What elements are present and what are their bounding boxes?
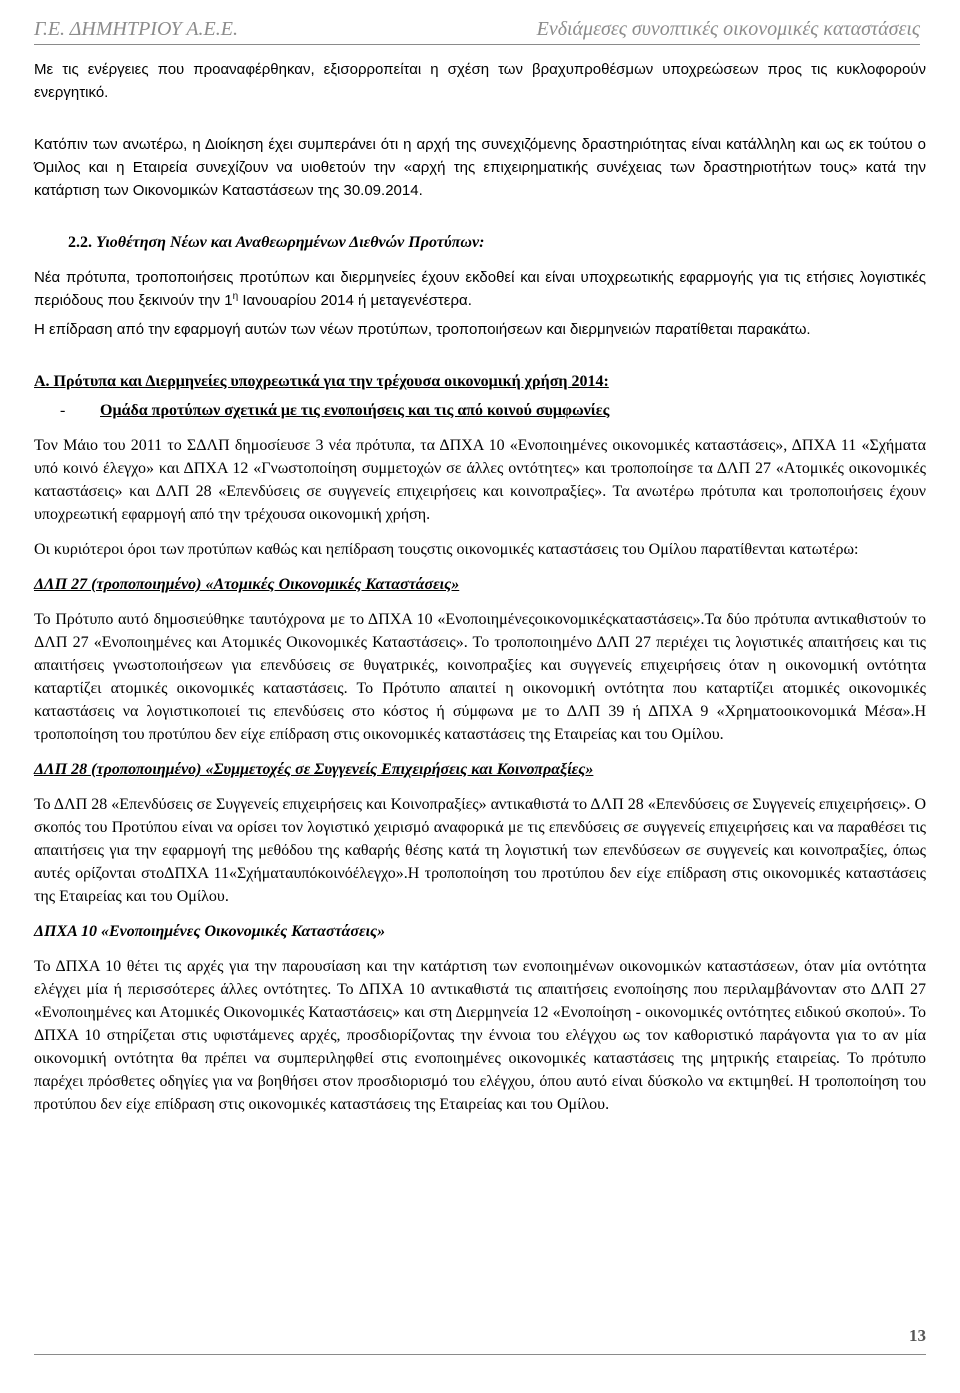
footer-rule [34, 1354, 926, 1355]
page-header [34, 18, 920, 45]
ordinal-superscript: η [232, 291, 239, 302]
section-heading-a: Α. Πρότυπα και Διερμηνείες υποχρεωτικά για την τρέχουσα οικονομική χρήση 2014: [34, 373, 609, 390]
section-title: Υιοθέτηση Νέων και Αναθεωρημένων Διεθνών Προτύπων: [96, 234, 485, 251]
paragraph-impact: Η επίδραση από την εφαρμογή αυτών των νέων προτύπων, τροποποιήσεων και διερμηνειών παρατίθεται παρακάτω. [34, 321, 811, 338]
bullet-dash: - [60, 402, 66, 419]
page-content [34, 58, 926, 1116]
subheading-ias-27: ΔΛΠ 27 (τροποποιημένο) «Ατομικές Οικονομικές Καταστάσεις» [34, 576, 460, 593]
paragraph-main-terms: Οι κυριότεροι όροι των προτύπων καθώς και ηεπίδραση τουςστις οικονομικές καταστάσεις του Ομίλου παρατίθενται κατωτέρω: [34, 541, 859, 558]
new-standards-text: Νέα πρότυπα, τροποποιήσεις προτύπων και διερμηνείες έχουν εκδοθεί και είναι υποχρεωτικής εφαρμογής για τις ετήσιες λογιστικές περιόδους που ξεκινούν την 1 [34, 269, 926, 309]
paragraph-ias-28: Το ΔΛΠ 28 «Επενδύσεις σε Συγγενείς επιχειρήσεις και Κοινοπραξίες» αντικαθιστά το ΔΛΠ 28 «Επενδύσεις σε Συγγενείς επιχειρήσεις». Ο σκοπός του Προτύπου είναι να ορίσει τον λογιστικό χειρισμό αναφορικά με τις επενδύσεις σε συγγενείς επιχειρήσεις και να παραθέσει τις απαιτήσεις για την εφαρμογή της μεθόδου της καθαρής θέσης κατά τη λογιστική των επενδύσεων σε συγγενείς και κοινοπραξίες, όπως αυτές ορίζονται στοΔΠΧΑ 11«Σχήματαυπόκοινόέλεγχο».Η τροποποίηση του προτύπου δεν είχε επίδραση στις οικονομικές καταστάσεις της Εταιρείας και του Ομίλου. [34, 796, 926, 905]
bullet-consolidation-group [34, 399, 926, 422]
paragraph-ias-27: Το Πρότυπο αυτό δημοσιεύθηκε ταυτόχρονα με το ΔΠΧΑ 10 «Ενοποιημένεςοικονομικέςκαταστάσεις».Τα δύο πρότυπα αντικαθιστούν το ΔΛΠ 27 «Ενοποιημένες και Ατομικές Οικονομικές Καταστάσεις». Το τροποποιημένο ΔΛΠ 27 περιέχει τις λογιστικές απαιτήσεις και τις απαιτήσεις γνωστοποιήσεων για επενδύσεις σε θυγατρικές, κοινοπραξίες και συγγενείς επιχειρήσεις όταν η οικονομική οντότητα καταρτίζει ατομικές οικονομικές καταστάσεις. Το Πρότυπο απαιτεί η οικονομική οντότητα που καταρτίζει ατομικές οικονομικές καταστάσεις να λογιστικοποιεί τις επενδύσεις στο κόστος ή σύμφωνα με το ΔΛΠ 39 ή ΔΠΧΑ 9 «Χρηματοοικονομικά Μέσα».Η τροποποίηση του προτύπου δεν είχε επίδραση στις οικονομικές καταστάσεις της Εταιρείας και του Ομίλου. [34, 611, 926, 743]
header-document-title: Ενδιάμεσες συνοπτικές οικονομικές καταστάσεις [536, 18, 920, 40]
section-number: 2.2. [68, 234, 92, 251]
paragraph-iasb-standards: Τον Μάιο του 2011 το ΣΔΛΠ δημοσίευσε 3 νέα πρότυπα, τα ΔΠΧΑ 10 «Ενοποιημένες οικονομικές καταστάσεις», ΔΠΧΑ 11 «Σχήματα υπό κοινό έλεγχο» και ΔΠΧΑ 12 «Γνωστοποίηση συμμετοχών σε άλλες οντότητες» και τροποποίησε τα ΔΛΠ 27 «Ατομικές οικονομικές καταστάσεις» και ΔΛΠ 28 «Επενδύσεις σε συγγενείς επιχειρήσεις και κοινοπραξίες». Τα ανωτέρω πρότυπα και τροποποιήσεις έχουν υποχρεωτική εφαρμογή από την τρέχουσα οικονομική χρήση. [34, 437, 926, 523]
section-heading-2-2 [34, 231, 926, 254]
paragraph-new-standards [34, 266, 926, 312]
paragraph-going-concern: Κατόπιν των ανωτέρω, η Διοίκηση έχει συμπεράνει ότι η αρχή της συνεχιζόμενης δραστηριότητας είναι κατάλληλη και ως εκ τούτου ο Όμιλος και η Εταιρεία συνεχίζουν να υιοθετούν την «αρχή της επιχειρηματικής συνέχειας των δραστηριοτήτων τους» κατά την κατάρτιση των Οικονομικών Καταστάσεων της 30.09.2014. [34, 136, 926, 199]
bullet-text: Ομάδα προτύπων σχετικά με τις ενοποιήσεις και τις από κοινού συμφωνίες [100, 402, 610, 419]
paragraph-liquidity: Με τις ενέργειες που προαναφέρθηκαν, εξισορροπείται η σχέση των βραχυπροθέσμων υποχρεώσεων προς τις κυκλοφορούν ενεργητικό. [34, 61, 926, 101]
new-standards-text-end: Ιανουαρίου 2014 ή μεταγενέστερα. [238, 292, 472, 309]
page-number: 13 [909, 1326, 926, 1345]
subheading-ifrs-10: ΔΠΧΑ 10 «Ενοποιημένες Οικονομικές Καταστάσεις» [34, 923, 386, 940]
subheading-ias-28: ΔΛΠ 28 (τροποποιημένο) «Συμμετοχές σε Συγγενείς Επιχειρήσεις και Κοινοπραξίες» [34, 761, 594, 778]
paragraph-ifrs-10: Το ΔΠΧΑ 10 θέτει τις αρχές για την παρουσίαση και την κατάρτιση των ενοποιημένων οικονομικών καταστάσεων, όταν μία οντότητα ελέγχει μία ή περισσότερες άλλες οντότητες. Το ΔΠΧΑ 10 αντικαθιστά τις απαιτήσεις ενοποίησης που περιλαμβάνονταν στο ΔΛΠ 27 «Ενοποιημένες και Ατομικές Οικονομικές Καταστάσεις» και στη Διερμηνεία 12 «Ενοποίηση - οικονομικές οντότητες ειδικού σκοπού». Το ΔΠΧΑ 10 στηρίζεται στις υφιστάμενες αρχές, προσδιορίζοντας την έννοια του ελέγχου ως τον καθοριστικό παράγοντα για το αν μία οικονομική οντότητα θα πρέπει να συμπεριληφθεί στις ενοποιημένες οικονομικές καταστάσεις της μητρικής εταιρείας. Το πρότυπο παρέχει πρόσθετες οδηγίες για να βοηθήσει στον προσδιορισμό του ελέγχου, όπου αυτό είναι δύσκολο να εκτιμηθεί. Η τροποποίηση του προτύπου δεν είχε επίδραση στις οικονομικές καταστάσεις της Εταιρείας και του Ομίλου. [34, 958, 926, 1113]
header-company-name: Γ.Ε. ΔΗΜΗΤΡΙΟΥ Α.Ε.Ε. [34, 18, 238, 40]
